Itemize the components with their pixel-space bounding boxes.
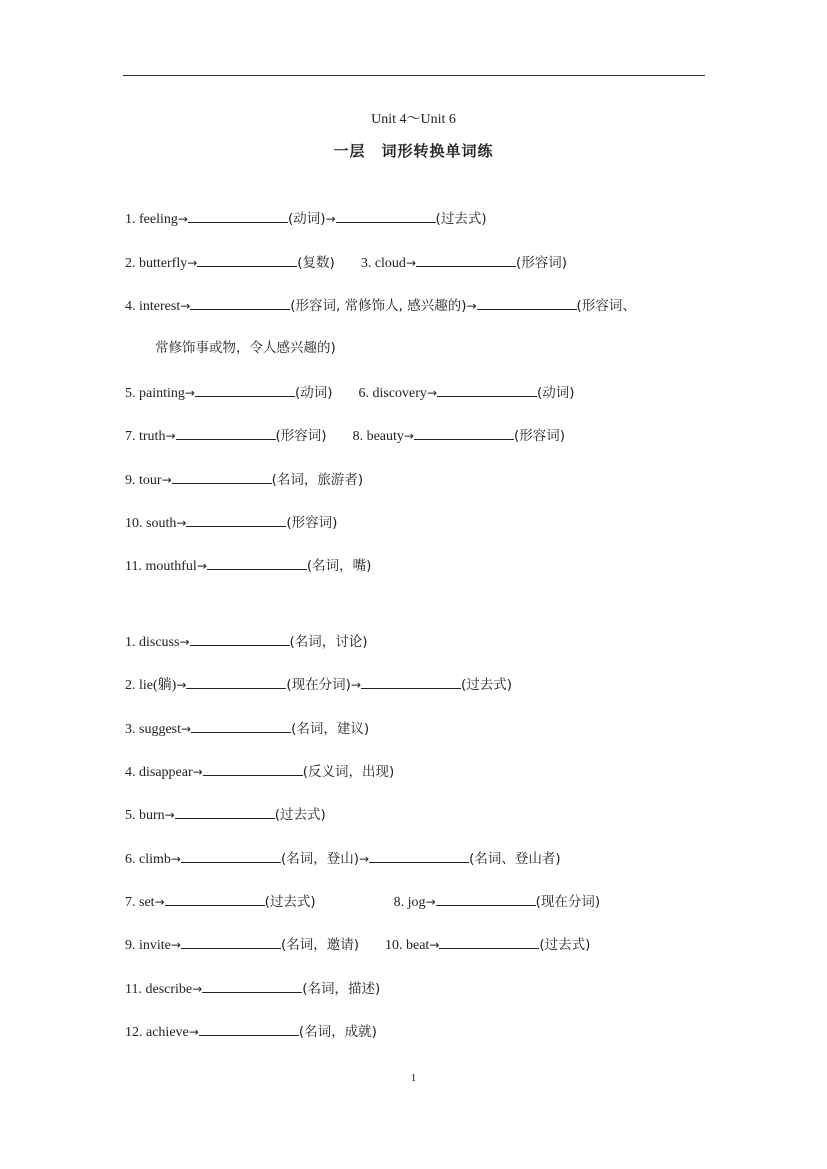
answer-blank[interactable] xyxy=(197,252,297,267)
arrow-icon: → xyxy=(177,212,188,226)
exercise-row-4 xyxy=(125,295,636,317)
exercise2-row-1 xyxy=(125,631,368,653)
arrow-icon: → xyxy=(196,559,207,573)
word-prompt: 11. mouthful xyxy=(125,559,197,574)
word-prompt: 4. interest xyxy=(125,299,181,314)
hint: (形容词) xyxy=(286,515,338,531)
word-prompt: 9. invite xyxy=(125,938,171,953)
answer-blank[interactable] xyxy=(369,848,469,863)
word-prompt: 1. discuss xyxy=(125,635,180,650)
arrow-icon: → xyxy=(188,1025,199,1039)
hint: (过去式) xyxy=(264,894,316,910)
arrow-icon: → xyxy=(181,722,192,736)
arrow-icon: → xyxy=(165,429,176,443)
arrow-icon: → xyxy=(359,852,370,866)
hint: (动词) xyxy=(287,211,326,227)
word-prompt: 9. tour xyxy=(125,473,162,488)
word-prompt: 1. feeling xyxy=(125,212,178,227)
answer-blank[interactable] xyxy=(336,208,436,223)
arrow-icon: → xyxy=(426,386,437,400)
arrow-icon: → xyxy=(425,895,436,909)
answer-blank[interactable] xyxy=(176,425,276,440)
hint: (现在分词) xyxy=(535,894,601,910)
answer-blank[interactable] xyxy=(172,469,272,484)
hint: 常修饰事或物，令人感兴趣的) xyxy=(155,340,336,356)
answer-blank[interactable] xyxy=(165,891,265,906)
arrow-icon: → xyxy=(187,256,198,270)
word-prompt: 2. butterfly xyxy=(125,256,188,271)
hint: (过去式) xyxy=(461,677,513,693)
arrow-icon: → xyxy=(405,256,416,270)
hint: (名词，嘴) xyxy=(306,558,372,574)
hint: (名词、登山者) xyxy=(469,851,561,867)
word-prompt: 8. jog xyxy=(393,895,426,910)
answer-blank[interactable] xyxy=(195,382,295,397)
hint: (名词，邀请) xyxy=(280,937,359,953)
answer-blank[interactable] xyxy=(361,674,461,689)
arrow-icon: → xyxy=(192,982,203,996)
hint: (现在分词) xyxy=(286,677,351,693)
page-subtitle: 一层 词形转换单词练 xyxy=(333,142,494,160)
word-prompt: 3. suggest xyxy=(125,722,181,737)
word-prompt: 10. beat xyxy=(385,938,430,953)
exercise2-row-2 xyxy=(125,674,512,696)
answer-blank[interactable] xyxy=(437,382,537,397)
exercise-row-4-cont xyxy=(155,338,336,359)
word-prompt: 6. discovery xyxy=(358,386,427,401)
answer-blank[interactable] xyxy=(186,512,286,527)
arrow-icon: → xyxy=(180,299,191,313)
word-prompt: 3. cloud xyxy=(360,256,406,271)
word-prompt: 6. climb xyxy=(125,852,171,867)
hint: (名词，建议) xyxy=(291,721,370,737)
arrow-icon: → xyxy=(170,938,181,952)
exercise-row-11 xyxy=(125,555,371,577)
hint: (形容词、 xyxy=(576,298,636,314)
arrow-icon: → xyxy=(403,429,414,443)
exercise-row-9 xyxy=(125,469,363,491)
answer-blank[interactable] xyxy=(181,934,281,949)
arrow-icon: → xyxy=(192,765,203,779)
hint: (过去式) xyxy=(274,807,326,823)
answer-blank[interactable] xyxy=(416,252,516,267)
page-number: 1 xyxy=(410,1072,417,1084)
hint: (过去式) xyxy=(435,211,487,227)
word-prompt: 5. burn xyxy=(125,808,165,823)
header-rule xyxy=(123,75,705,76)
answer-blank[interactable] xyxy=(414,425,514,440)
hint: (形容词, 常修饰人, 感兴趣的) xyxy=(290,298,467,314)
answer-blank[interactable] xyxy=(439,934,539,949)
answer-blank[interactable] xyxy=(477,295,577,310)
exercise2-row-6 xyxy=(125,848,561,870)
arrow-icon: → xyxy=(325,212,336,226)
answer-blank[interactable] xyxy=(191,718,291,733)
hint: (过去式) xyxy=(539,937,591,953)
hint: (名词，成就) xyxy=(298,1024,377,1040)
arrow-icon: → xyxy=(176,678,187,692)
answer-blank[interactable] xyxy=(203,761,303,776)
answer-blank[interactable] xyxy=(175,804,275,819)
exercise2-row-4 xyxy=(125,761,394,783)
arrow-icon: → xyxy=(164,808,175,822)
exercise-row-1 xyxy=(125,208,487,230)
hint: (动词) xyxy=(294,385,333,401)
exercise2-row-7-8 xyxy=(125,891,600,913)
exercise2-row-9-10 xyxy=(125,934,590,956)
exercise2-row-11 xyxy=(125,978,380,1000)
word-prompt: 7. truth xyxy=(125,429,166,444)
hint: (名词，登山) xyxy=(280,851,359,867)
hint: (形容词) xyxy=(516,255,568,271)
answer-blank[interactable] xyxy=(207,555,307,570)
arrow-icon: → xyxy=(179,635,190,649)
word-prompt: 5. painting xyxy=(125,386,185,401)
hint: (反义词，出现) xyxy=(302,764,395,780)
hint: (形容词) xyxy=(513,428,565,444)
exercise-row-10 xyxy=(125,512,337,534)
hint: (形容词) xyxy=(275,428,327,444)
word-prompt: 4. disappear xyxy=(125,765,193,780)
exercise-row-2-3 xyxy=(125,252,567,274)
hint: (名词，旅游者) xyxy=(271,472,364,488)
hint: (复数) xyxy=(297,255,335,271)
arrow-icon: → xyxy=(176,516,187,530)
hint: (名词，讨论) xyxy=(289,634,368,650)
word-prompt: 12. achieve xyxy=(125,1025,189,1040)
word-prompt: 11. describe xyxy=(125,982,193,997)
word-prompt: 8. beauty xyxy=(352,429,404,444)
answer-blank[interactable] xyxy=(436,891,536,906)
arrow-icon: → xyxy=(466,299,477,313)
exercise-row-7-8 xyxy=(125,425,565,447)
arrow-icon: → xyxy=(170,852,181,866)
arrow-icon: → xyxy=(429,938,440,952)
word-prompt: 2. lie(躺) xyxy=(125,678,177,693)
answer-blank[interactable] xyxy=(188,208,288,223)
exercise2-row-3 xyxy=(125,718,369,740)
hint: (名词，描述) xyxy=(302,981,381,997)
arrow-icon: → xyxy=(184,386,195,400)
arrow-icon: → xyxy=(161,473,172,487)
answer-blank[interactable] xyxy=(199,1021,299,1036)
answer-blank[interactable] xyxy=(190,295,290,310)
arrow-icon: → xyxy=(350,678,361,692)
arrow-icon: → xyxy=(154,895,165,909)
word-prompt: 10. south xyxy=(125,516,177,531)
exercise-row-5-6 xyxy=(125,382,575,404)
answer-blank[interactable] xyxy=(181,848,281,863)
answer-blank[interactable] xyxy=(202,978,302,993)
page-title: Unit 4～Unit 6 xyxy=(371,112,456,127)
word-prompt: 7. set xyxy=(125,895,155,910)
answer-blank[interactable] xyxy=(190,631,290,646)
answer-blank[interactable] xyxy=(186,674,286,689)
exercise2-row-12 xyxy=(125,1021,377,1043)
exercise2-row-5 xyxy=(125,804,326,826)
hint: (动词) xyxy=(537,385,575,401)
